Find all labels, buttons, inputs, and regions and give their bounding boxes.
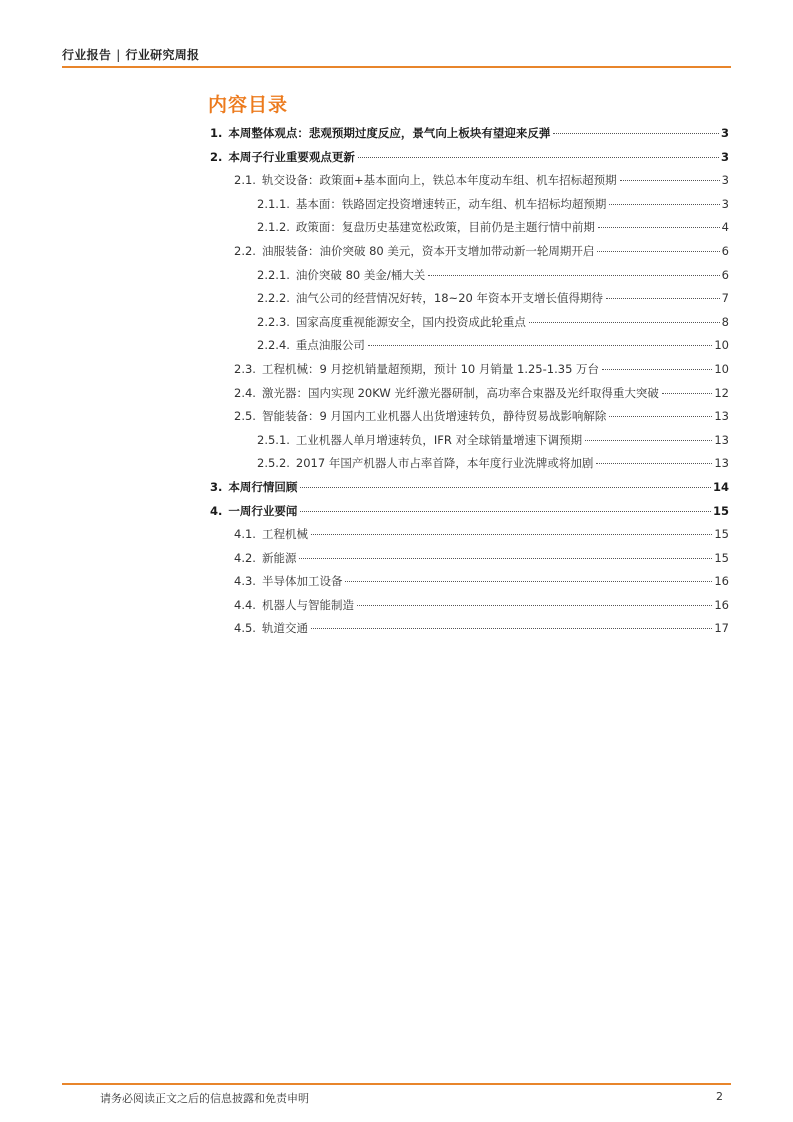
toc-entry-number: 2.2. <box>234 243 256 258</box>
toc-entry[interactable] <box>205 476 729 500</box>
toc-entry[interactable] <box>205 358 729 382</box>
toc-entry-number: 2.5.2. <box>257 456 290 471</box>
toc-dot-leader <box>609 204 719 205</box>
toc-entry-page: 6 <box>721 243 729 258</box>
toc-entry-number: 2.2.3. <box>257 314 290 329</box>
toc-dot-leader <box>300 487 711 488</box>
toc-entry-number: 2.5.1. <box>257 432 290 447</box>
toc-entry[interactable] <box>205 452 729 476</box>
toc-entry-page: 13 <box>714 456 729 471</box>
footer-divider <box>62 1083 731 1085</box>
toc-entry-page: 17 <box>714 621 729 636</box>
toc-dot-leader <box>299 558 712 559</box>
toc-entry[interactable] <box>205 193 729 217</box>
toc-entry-number: 4.3. <box>234 574 256 589</box>
toc-dot-leader <box>662 393 712 394</box>
toc-entry[interactable] <box>205 287 729 311</box>
toc-entry-number: 2. <box>210 149 223 164</box>
toc-entry-title: 工程机械：9 月挖机销量超预期，预计 10 月销量 1.25-1.35 万台 <box>261 361 600 376</box>
toc-entry-page: 10 <box>714 361 729 376</box>
toc-entry-title: 本周行情回顾 <box>228 479 298 494</box>
toc-entry-number: 4. <box>210 503 223 518</box>
toc-entry[interactable] <box>205 617 729 641</box>
toc-entry-number: 2.5. <box>234 409 256 424</box>
table-of-contents <box>205 122 729 641</box>
toc-entry-title: 本周整体观点：悲观预期过度反应，景气向上板块有望迎来反弹 <box>228 126 551 140</box>
toc-entry-title: 油服装备：油价突破 80 美元，资本开支增加带动新一轮周期开启 <box>261 243 595 258</box>
toc-entry[interactable] <box>205 523 729 547</box>
toc-entry[interactable] <box>205 122 729 146</box>
toc-dot-leader <box>300 511 711 512</box>
toc-entry-page: 10 <box>714 338 729 353</box>
toc-entry[interactable] <box>205 429 729 453</box>
toc-entry-page: 15 <box>712 503 729 518</box>
toc-entry-page: 3 <box>721 173 729 188</box>
toc-entry-page: 3 <box>720 149 729 164</box>
toc-entry-title: 工业机器人单月增速转负，IFR 对全球销量增速下调预期 <box>295 432 583 447</box>
toc-entry-page: 16 <box>714 574 729 589</box>
toc-entry[interactable] <box>205 240 729 264</box>
toc-entry-title: 轨道交通 <box>261 621 308 636</box>
header-separator: | <box>116 48 121 62</box>
toc-dot-leader <box>357 605 712 606</box>
toc-dot-leader <box>602 369 712 370</box>
toc-dot-leader <box>596 463 712 464</box>
toc-entry-number: 4.2. <box>234 550 256 565</box>
toc-entry-number: 2.3. <box>234 361 256 376</box>
toc-dot-leader <box>529 322 720 323</box>
toc-entry[interactable] <box>205 146 729 170</box>
toc-entry-number: 4.1. <box>234 527 256 542</box>
toc-entry[interactable] <box>205 311 729 335</box>
toc-entry-title: 轨交设备：政策面+基本面向上，铁总本年度动车组、机车招标超预期 <box>261 173 617 188</box>
toc-entry-page: 14 <box>712 479 729 494</box>
toc-entry-title: 国家高度重视能源安全，国内投资成此轮重点 <box>295 314 526 329</box>
toc-entry-number: 2.2.1. <box>257 267 290 282</box>
toc-entry-title: 一周行业要闻 <box>228 503 298 518</box>
toc-entry-number: 2.4. <box>234 385 256 400</box>
toc-entry-title: 油价突破 80 美金/桶大关 <box>295 267 426 282</box>
toc-entry[interactable] <box>205 500 729 524</box>
toc-entry-title: 2017 年国产机器人市占率首降，本年度行业洗牌或将加剧 <box>295 456 594 471</box>
toc-entry-number: 3. <box>210 479 223 494</box>
toc-dot-leader <box>609 416 712 417</box>
header-category: 行业报告 <box>62 48 112 62</box>
footer-page-number: 2 <box>716 1090 723 1103</box>
toc-entry-title: 基本面：铁路固定投资增速转正，动车组、机车招标均超预期 <box>295 196 607 211</box>
report-header <box>62 46 199 63</box>
toc-entry-page: 15 <box>714 527 729 542</box>
toc-dot-leader <box>606 298 720 299</box>
toc-entry-number: 2.1.1. <box>257 196 290 211</box>
toc-entry-page: 16 <box>714 597 729 612</box>
footer-disclaimer: 请务必阅读正文之后的信息披露和免责申明 <box>100 1092 309 1105</box>
toc-entry-title: 本周子行业重要观点更新 <box>228 149 355 164</box>
toc-entry-title: 重点油服公司 <box>295 338 365 353</box>
toc-entry-number: 2.2.2. <box>257 291 290 306</box>
toc-entry-page: 13 <box>714 409 729 424</box>
toc-entry[interactable] <box>205 216 729 240</box>
toc-entry[interactable] <box>205 169 729 193</box>
toc-dot-leader <box>345 581 712 582</box>
toc-dot-leader <box>311 534 712 535</box>
toc-dot-leader <box>553 133 719 134</box>
toc-dot-leader <box>311 628 712 629</box>
toc-entry-page: 6 <box>721 267 729 282</box>
toc-entry-title: 政策面：复盘历史基建宽松政策，目前仍是主题行情中前期 <box>295 220 595 235</box>
toc-title: 内容目录 <box>208 94 289 116</box>
toc-entry-number: 2.1.2. <box>257 220 290 235</box>
toc-entry[interactable] <box>205 594 729 618</box>
toc-entry-title: 新能源 <box>261 550 297 565</box>
toc-entry[interactable] <box>205 334 729 358</box>
toc-entry-number: 2.2.4. <box>257 338 290 353</box>
toc-dot-leader <box>597 251 719 252</box>
toc-dot-leader <box>358 157 719 158</box>
toc-dot-leader <box>598 227 720 228</box>
toc-entry-page: 4 <box>721 220 729 235</box>
toc-entry-page: 15 <box>714 550 729 565</box>
toc-entry-title: 智能装备：9 月国内工业机器人出货增速转负，静待贸易战影响解除 <box>261 409 607 424</box>
toc-entry-number: 4.4. <box>234 597 256 612</box>
toc-entry-page: 7 <box>721 291 729 306</box>
toc-entry-number: 4.5. <box>234 621 256 636</box>
toc-entry-number: 1. <box>210 126 223 140</box>
toc-entry-page: 3 <box>720 126 729 140</box>
toc-entry-page: 8 <box>721 314 729 329</box>
toc-entry[interactable] <box>205 570 729 594</box>
toc-entry-title: 激光器：国内实现 20KW 光纤激光器研制，高功率合束器及光纤取得重大突破 <box>261 385 659 400</box>
toc-entry-title: 机器人与智能制造 <box>261 597 354 612</box>
toc-entry[interactable] <box>205 264 729 288</box>
toc-entry-number: 2.1. <box>234 173 256 188</box>
toc-entry[interactable] <box>205 405 729 429</box>
toc-entry-title: 半导体加工设备 <box>261 574 343 589</box>
toc-dot-leader <box>428 275 719 276</box>
header-subcategory: 行业研究周报 <box>125 48 200 62</box>
toc-dot-leader <box>368 345 712 346</box>
toc-entry-page: 13 <box>714 432 729 447</box>
toc-entry[interactable] <box>205 547 729 571</box>
header-divider <box>62 66 731 68</box>
toc-entry-page: 12 <box>714 385 729 400</box>
toc-entry-title: 工程机械 <box>261 527 308 542</box>
toc-entry[interactable] <box>205 382 729 406</box>
toc-entry-page: 3 <box>721 196 729 211</box>
toc-entry-title: 油气公司的经营情况好转，18~20 年资本开支增长值得期待 <box>295 291 603 306</box>
toc-dot-leader <box>585 440 712 441</box>
toc-dot-leader <box>620 180 720 181</box>
